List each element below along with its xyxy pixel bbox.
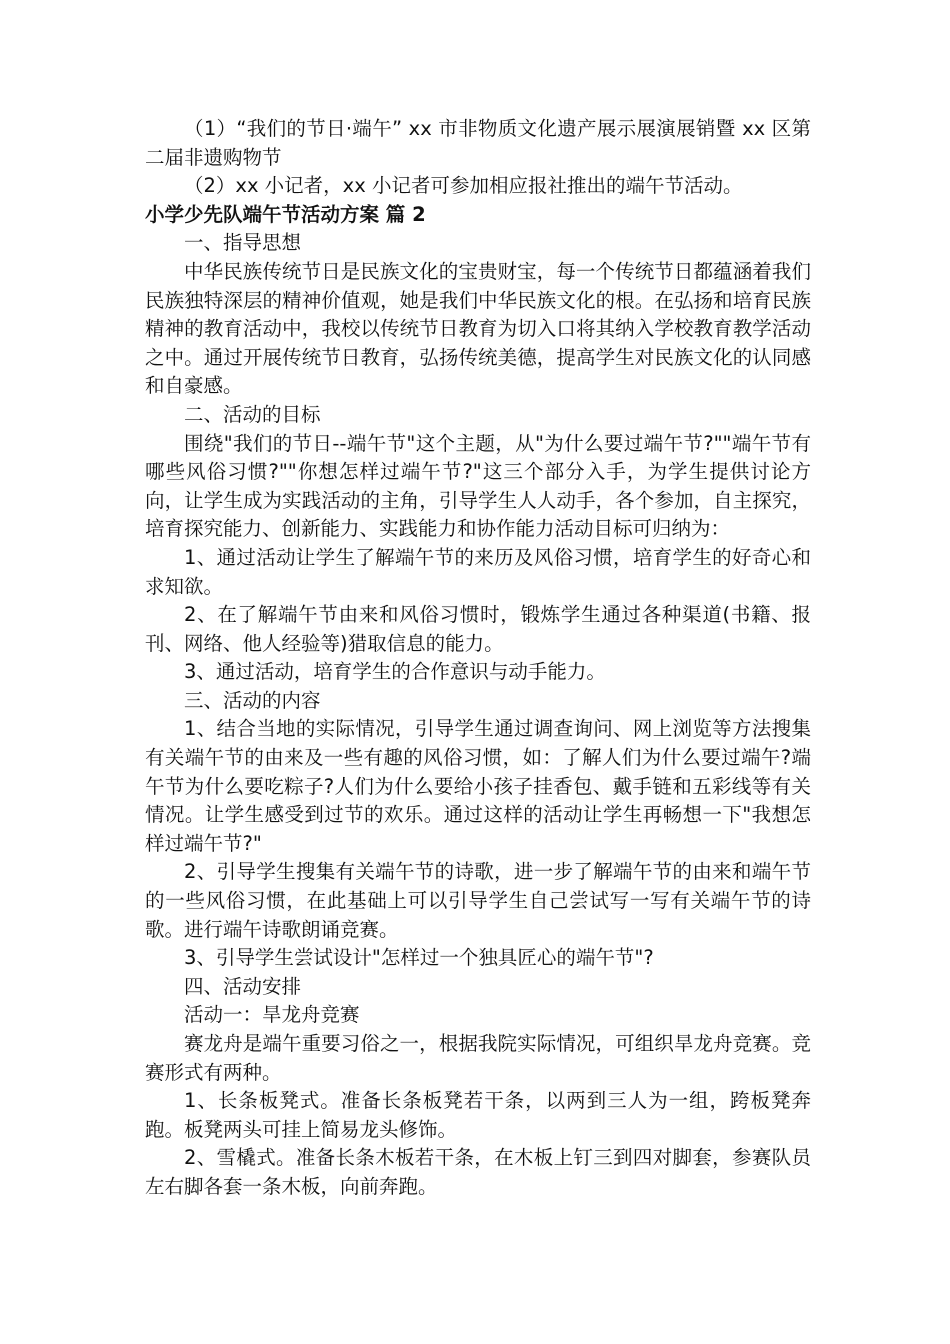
paragraph: 2、在了解端午节由来和风俗习惯时，锻炼学生通过各种渠道(书籍、报刊、网络、他人经验等)猎取信息的能力。 bbox=[145, 603, 811, 655]
paragraph: （1）“我们的节日·端午” xx 市非物质文化遗产展示展演展销暨 xx 区第二届非遗购物节 bbox=[145, 117, 811, 169]
paragraph: （2）xx 小记者，xx 小记者可参加相应报社推出的端午节活动。 bbox=[184, 174, 743, 198]
paragraph: 3、通过活动，培育学生的合作意识与动手能力。 bbox=[184, 660, 606, 684]
paragraph: 围绕"我们的节日--端午节"这个主题，从"为什么要过端午节?""端午节有哪些风俗习惯?""你想怎样过端午节?"这三个部分入手，为学生提供讨论方向，让学生成为实践活动的主角，引导学生人人动手，各个参加，自主探究，培育探究能力、创新能力、实践能力和协作能力活动目标可归纳为： bbox=[145, 431, 811, 541]
paragraph: 三、活动的内容 bbox=[184, 688, 321, 712]
paragraph: 赛龙舟是端午重要习俗之一，根据我院实际情况，可组织旱龙舟竞赛。竞赛形式有两种。 bbox=[145, 1032, 811, 1084]
paragraph: 1、通过活动让学生了解端午节的来历及风俗习惯，培育学生的好奇心和求知欲。 bbox=[145, 545, 811, 598]
document-page bbox=[145, 0, 811, 1202]
section-heading: 小学少先队端午节活动方案 篇 2 bbox=[145, 202, 426, 226]
paragraph: 3、引导学生尝试设计"怎样过一个独具匠心的端午节"? bbox=[184, 946, 654, 970]
paragraph: 1、长条板凳式。准备长条板凳若干条，以两到三人为一组，跨板凳奔跑。板凳两头可挂上简易龙头修饰。 bbox=[145, 1089, 811, 1141]
paragraph: 四、活动安排 bbox=[184, 974, 302, 998]
document-body bbox=[145, 0, 811, 1202]
paragraph: 2、引导学生搜集有关端午节的诗歌，进一步了解端午节的由来和端午节的一些风俗习惯，在此基础上可以引导学生自己尝试写一写有关端午节的诗歌。进行端午诗歌朗诵竞赛。 bbox=[145, 860, 811, 941]
paragraph: 一、指导思想 bbox=[184, 231, 302, 255]
paragraph: 活动一：旱龙舟竞赛 bbox=[184, 1003, 360, 1027]
paragraph: 二、活动的目标 bbox=[184, 402, 321, 426]
paragraph: 2、雪橇式。准备长条木板若干条，在木板上钉三到四对脚套，参赛队员左右脚各套一条木板，向前奔跑。 bbox=[145, 1146, 811, 1198]
paragraph: 1、结合当地的实际情况，引导学生通过调查询问、网上浏览等方法搜集有关端午节的由来及一些有趣的风俗习惯，如：了解人们为什么要过端午?端午节为什么要吃粽子?人们为什么要给小孩子挂香包、戴手链和五彩线等有关情况。让学生感受到过节的欢乐。通过这样的活动让学生再畅想一下"我想怎样过端午节?" bbox=[145, 717, 811, 855]
paragraph: 中华民族传统节日是民族文化的宝贵财宝，每一个传统节日都蕴涵着我们民族独特深层的精神价值观，她是我们中华民族文化的根。在弘扬和培育民族精神的教育活动中，我校以传统节日教育为切入口将其纳入学校教育教学活动之中。通过开展传统节日教育，弘扬传统美德，提高学生对民族文化的认同感和自豪感。 bbox=[145, 259, 811, 398]
